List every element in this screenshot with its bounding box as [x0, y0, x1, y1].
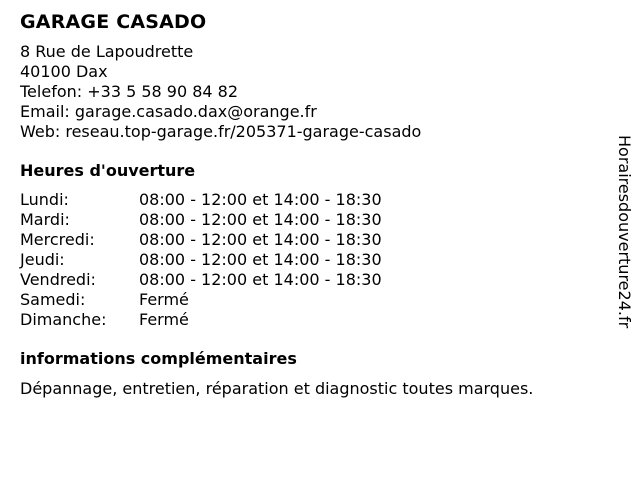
hours-tuesday: 08:00 - 12:00 et 14:00 - 18:30	[139, 210, 382, 229]
additional-info-heading: informations complémentaires	[20, 349, 297, 368]
address-city: 40100 Dax	[20, 62, 108, 81]
email-line: Email: garage.casado.dax@orange.fr	[20, 102, 317, 121]
hours-sunday: Fermé	[139, 310, 189, 329]
opening-hours-heading: Heures d'ouverture	[20, 161, 196, 180]
day-label-saturday: Samedi:	[20, 290, 86, 309]
day-label-thursday: Jeudi:	[20, 250, 65, 269]
hours-monday: 08:00 - 12:00 et 14:00 - 18:30	[139, 190, 382, 209]
business-name: GARAGE CASADO	[20, 11, 207, 33]
day-label-sunday: Dimanche:	[20, 310, 107, 329]
additional-info-text: Dépannage, entretien, réparation et diagnostic toutes marques.	[20, 379, 534, 398]
phone-line: Telefon: +33 5 58 90 84 82	[20, 82, 239, 101]
hours-friday: 08:00 - 12:00 et 14:00 - 18:30	[139, 270, 382, 289]
day-label-monday: Lundi:	[20, 190, 69, 209]
hours-wednesday: 08:00 - 12:00 et 14:00 - 18:30	[139, 230, 382, 249]
day-label-tuesday: Mardi:	[20, 210, 70, 229]
opening-hours-table	[20, 190, 600, 330]
site-watermark: Horairesdouverture24.fr	[615, 135, 634, 329]
web-line: Web: reseau.top-garage.fr/205371-garage-casado	[20, 122, 422, 141]
day-label-wednesday: Mercredi:	[20, 230, 95, 249]
address-street: 8 Rue de Lapoudrette	[20, 42, 194, 61]
hours-saturday: Fermé	[139, 290, 189, 309]
business-card	[20, 10, 600, 399]
day-label-friday: Vendredi:	[20, 270, 96, 289]
hours-thursday: 08:00 - 12:00 et 14:00 - 18:30	[139, 250, 382, 269]
